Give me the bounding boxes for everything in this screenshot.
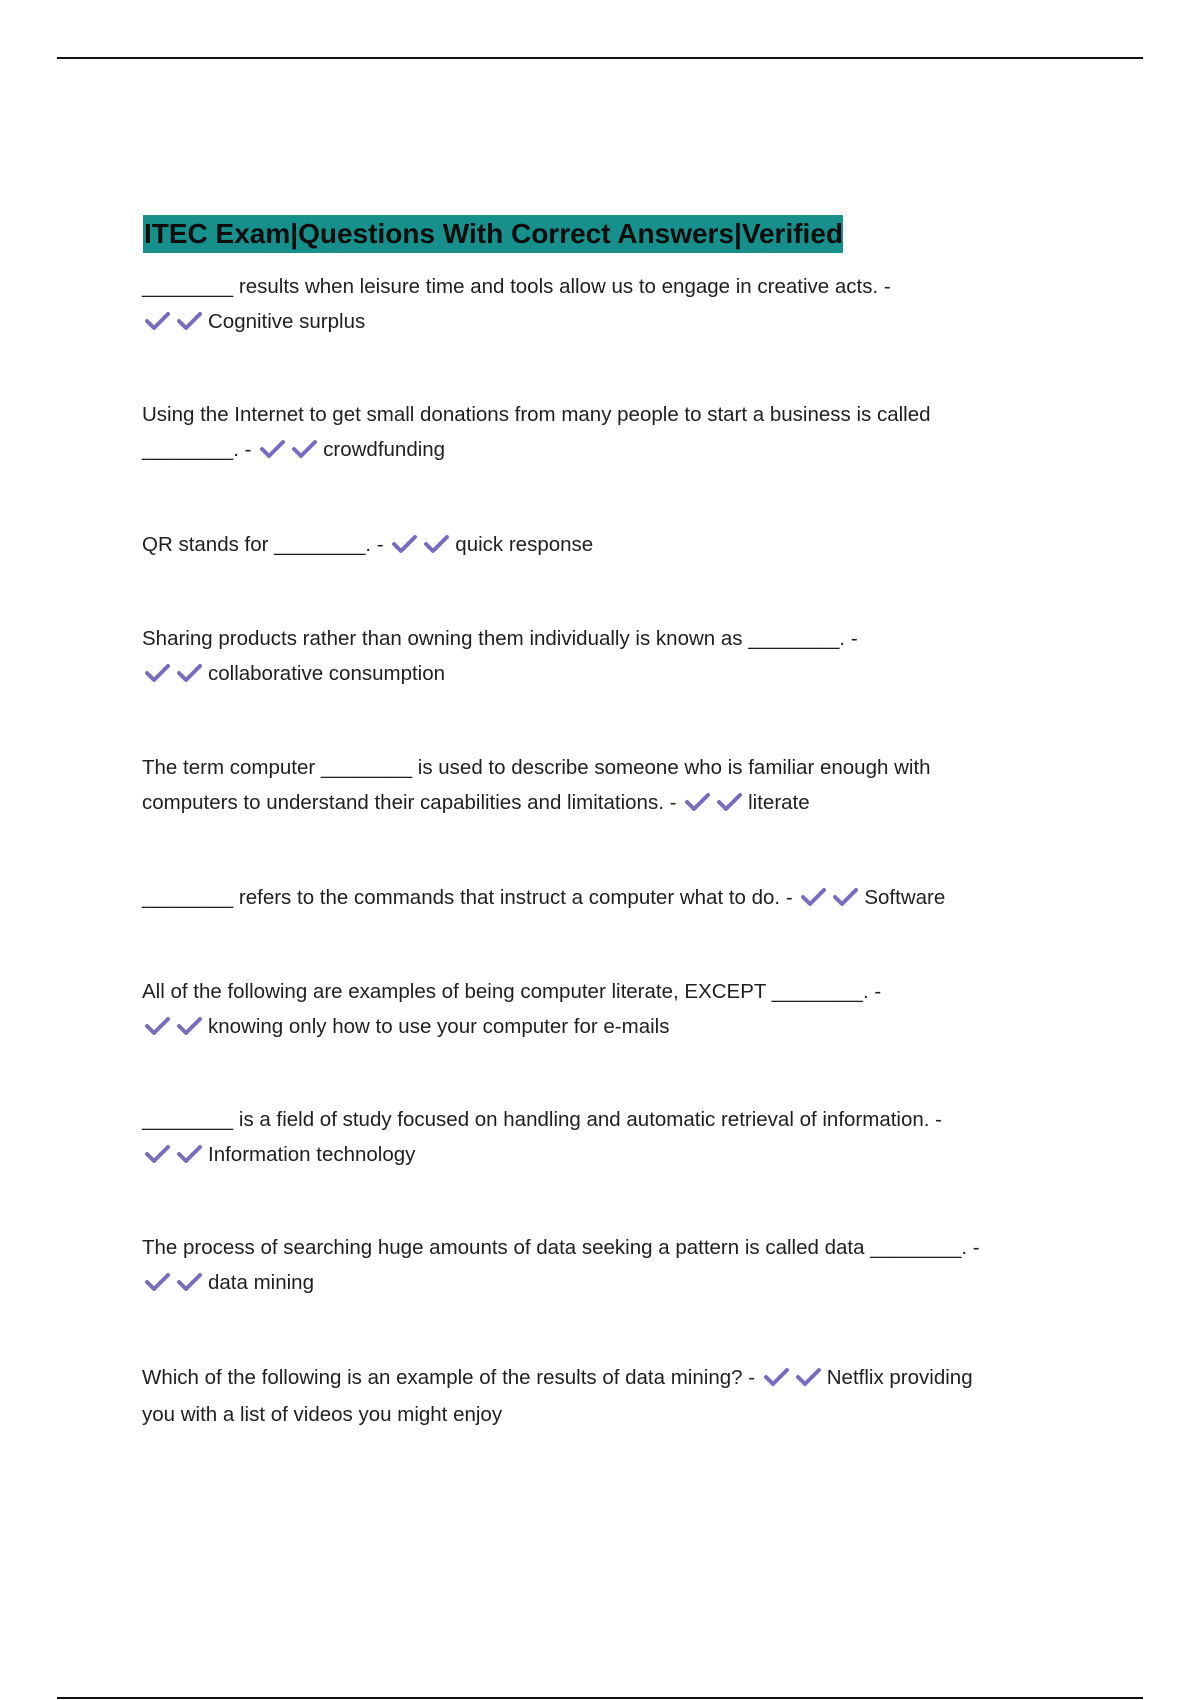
answer-text: crowdfunding: [323, 437, 446, 461]
question-text: Which of the following is an example of the results of data mining? -: [142, 1366, 756, 1389]
answer-text: Cognitive surplus: [208, 309, 366, 333]
answer-text: literate: [748, 790, 810, 814]
answer-text: knowing only how to use your computer for e-mails: [208, 1014, 670, 1038]
answer-text: Information technology: [208, 1142, 416, 1166]
double-check-icon: [259, 437, 319, 472]
qa-item-8: [142, 1103, 1062, 1176]
question-text: Sharing products rather than owning them individually is known as ________. -: [142, 627, 858, 650]
qa-item-7: [142, 975, 1062, 1048]
question-text-cont: ________. -: [142, 437, 252, 461]
question-text-cont: computers to understand their capabilities and limitations. -: [142, 790, 677, 814]
double-check-icon: [763, 1365, 823, 1400]
double-check-icon: [144, 1270, 204, 1305]
answer-text: data mining: [208, 1270, 314, 1294]
double-check-icon: [144, 309, 204, 344]
double-check-icon: [144, 661, 204, 696]
qa-item-1: [142, 270, 1062, 343]
double-check-icon: [144, 1014, 204, 1049]
qa-item-6: [142, 881, 1062, 920]
answer-text: collaborative consumption: [208, 661, 446, 685]
double-check-icon: [391, 532, 451, 567]
double-check-icon: [800, 885, 860, 920]
qa-item-4: [142, 622, 1062, 695]
footer-rule: [57, 1697, 1143, 1699]
qa-item-5: [142, 751, 1062, 824]
question-text: The term computer ________ is used to describe someone who is familiar enough with: [142, 756, 931, 779]
qa-item-10: [142, 1361, 1062, 1430]
question-text: Using the Internet to get small donations from many people to start a business is called: [142, 403, 931, 426]
double-check-icon: [684, 790, 744, 825]
question-text: All of the following are examples of being computer literate, EXCEPT ________. -: [142, 980, 882, 1003]
answer-text: Netflix providing: [826, 1366, 973, 1389]
header-rule: [57, 57, 1143, 59]
question-text: ________ is a field of study focused on handling and automatic retrieval of information. -: [142, 1108, 942, 1131]
document-title: [142, 215, 844, 253]
double-check-icon: [144, 1142, 204, 1177]
qa-item-9: [142, 1231, 1062, 1304]
question-text: QR stands for ________. -: [142, 533, 384, 556]
answer-text-cont: you with a list of videos you might enjoy: [142, 1402, 503, 1426]
qa-item-3: [142, 528, 1062, 567]
question-text: The process of searching huge amounts of data seeking a pattern is called data ________. -: [142, 1236, 980, 1259]
question-text: ________ refers to the commands that instruct a computer what to do. -: [142, 886, 793, 909]
answer-text: Software: [864, 886, 946, 909]
answer-text: quick response: [455, 533, 594, 556]
title-highlight: ITEC Exam|Questions With Correct Answers|Verified: [143, 215, 843, 253]
question-text: ________ results when leisure time and tools allow us to engage in creative acts. -: [142, 275, 891, 298]
qa-item-2: [142, 398, 1062, 471]
